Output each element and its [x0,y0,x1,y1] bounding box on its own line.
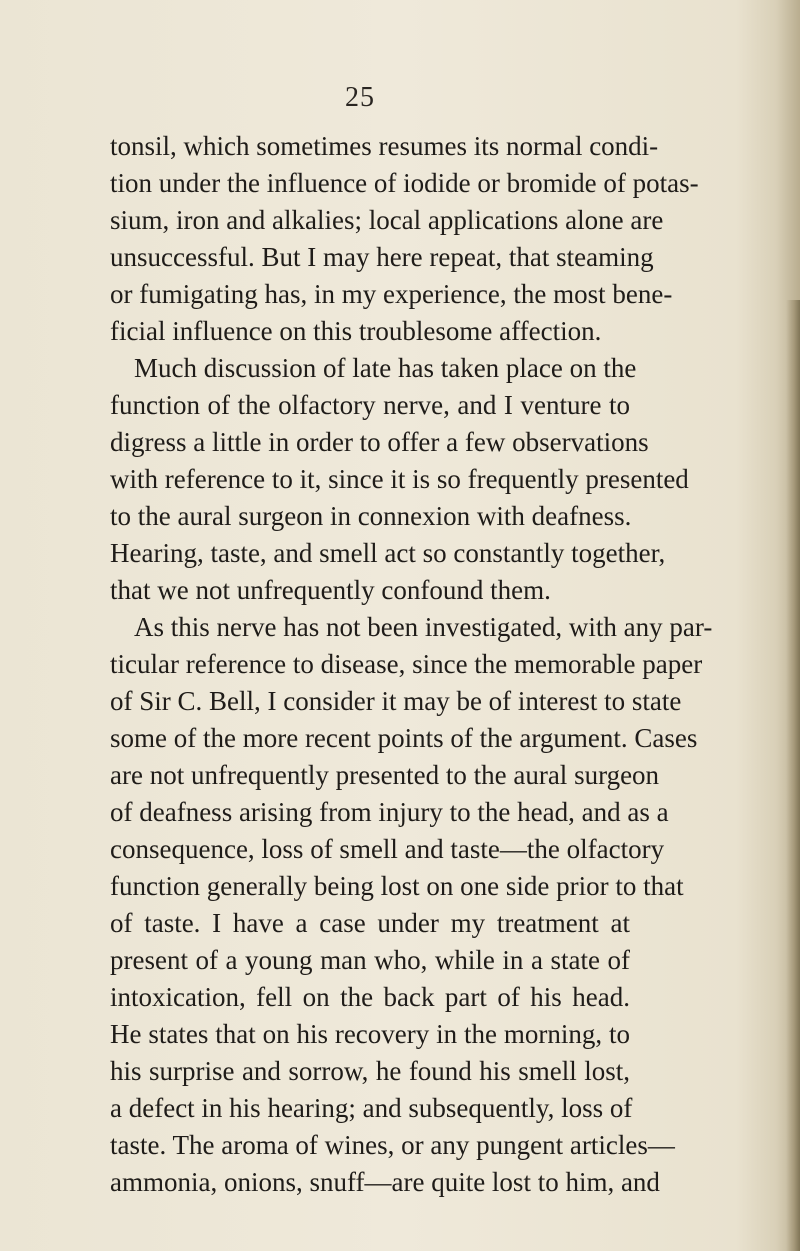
text-line: a defect in his hearing; and subsequently, loss of [110,1093,633,1123]
body-text [110,128,713,1201]
text-line: digress a little in order to offer a few observations [110,427,649,457]
text-line: taste. The aroma of wines, or any pungent articles— [110,1130,675,1160]
text-line: his surprise and sorrow, he found his smell lost, [110,1056,630,1086]
text-line: Hearing, taste, and smell act so constantly together, [110,538,666,568]
text-line: that we not unfrequently confound them. [110,575,551,605]
text-line: consequence, loss of smell and taste—the olfactory [110,834,665,864]
text-line: function generally being lost on one side prior to that [110,871,684,901]
text-line: As this nerve has not been investigated, with any par- [134,612,713,642]
text-line: ticular reference to disease, since the memorable paper [110,649,703,679]
text-line: unsuccessful. But I may here repeat, that steaming [110,242,654,272]
text-line: present of a young man who, while in a state of [110,945,630,975]
text-line: with reference to it, since it is so frequently presented [110,464,689,494]
text-line: are not unfrequently presented to the aural surgeon [110,760,660,790]
text-line: of Sir C. Bell, I consider it may be of interest to state [110,686,682,716]
text-line: intoxication, fell on the back part of his head. [110,982,630,1012]
text-line: sium, iron and alkalies; local applications alone are [110,205,664,235]
text-line: of taste. I have a case under my treatment at [110,908,630,938]
page-edge-shadow [786,300,800,1251]
text-line: function of the olfactory nerve, and I venture to [110,390,630,420]
text-line: ammonia, onions, snuff—are quite lost to him, and [110,1167,660,1197]
text-line: tonsil, which sometimes resumes its normal condi- [110,131,659,161]
text-line: to the aural surgeon in connexion with deafness. [110,501,632,531]
text-line: He states that on his recovery in the morning, to [110,1019,630,1049]
text-line: some of the more recent points of the argument. Cases [110,723,698,753]
text-line: of deafness arising from injury to the head, and as a [110,797,669,827]
text-line: ficial influence on this troublesome affection. [110,316,602,346]
page-number: 25 [345,82,375,113]
text-line: Much discussion of late has taken place on the [134,353,637,383]
text-line: tion under the influence of iodide or bromide of potas- [110,168,699,198]
text-line: or fumigating has, in my experience, the most bene- [110,279,673,309]
